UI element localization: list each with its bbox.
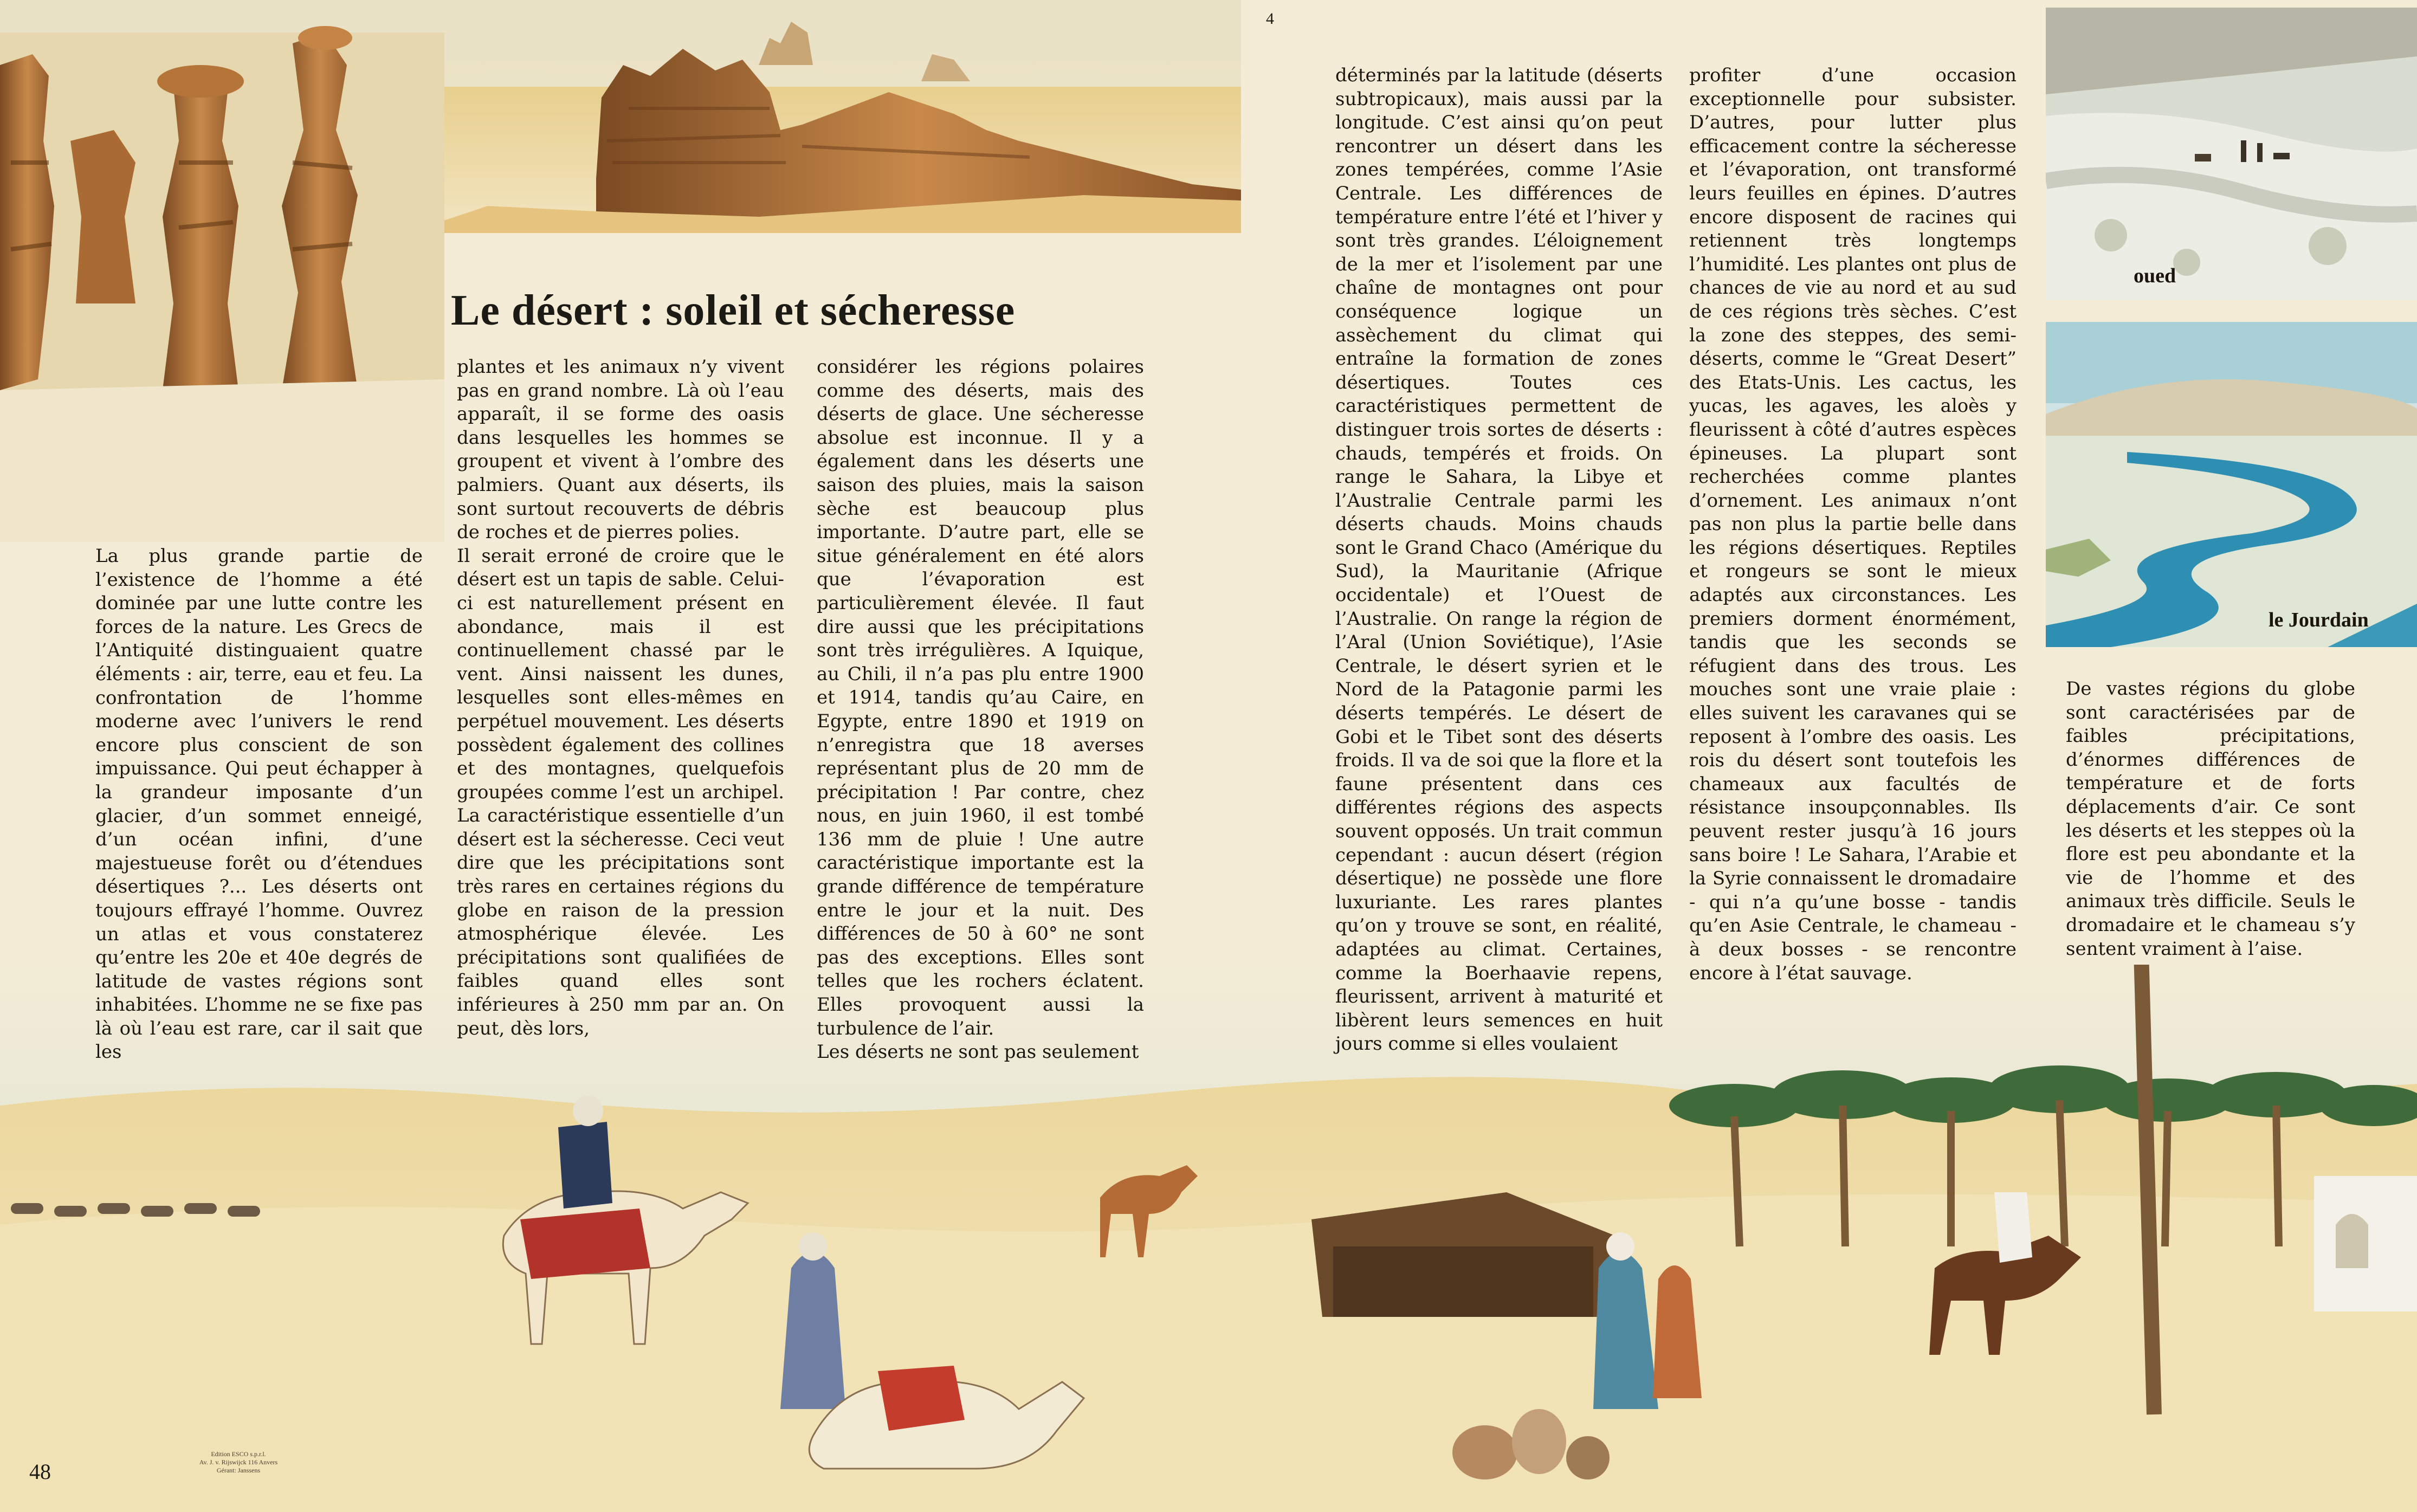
jourdain-illustration [2046,322,2417,647]
credit-line: Av. J. v. Rijswijck 116 Anvers [199,1458,278,1466]
sidebar-summary [2066,677,2355,961]
paragraph: déterminés par la latitude (déserts subtropicaux), mais aussi par la longitude. C’est ainsi qu’on peut rencontrer un désert dans les zones tempérées, comme l’Asie Centrale. Les différences de température entre l’été et l’hiver y sont très grandes. L’éloignement de la mer et l’isolement par une chaîne de montagnes ont pour conséquence logique un assèchement du climat qui entraîne la formation de zones désertiques. Toutes ces caractéristiques permettent de distinguer trois sortes de déserts : chauds, tempérés et froids. On range le Sahara, la Libye et l’Australie Centrale parmi les déserts chauds. Moins chauds sont le Grand Chaco (Amérique du Sud), la Mauritanie (Afrique occidentale) et l’Ouest de l’Australie. On range la région de l’Aral (Union Soviétique), l’Asie Centrale, le désert syrien et le Nord de la Patagonie parmi les déserts tempérés. Le désert de Gobi et le Tibet sont des déserts froids. Il va de soi que la flore et la faune présentent dans ces différentes régions des aspects souvent opposés. Un trait commun cependant : aucun désert (région désertique) ne possède une flore luxuriante. Les rares plantes qu’on y trouve se sont, en réalité, adaptées au climat. Certaines, comme la Boerhaavie repens, fleurissent, arrivent à maturité et libèrent leurs semences en huit jours comme si elles voulaient [1335,64,1663,1055]
text-column-1 [95,545,423,1064]
text-column-2 [457,356,784,1041]
paragraph: Les déserts ne sont pas seulement [817,1041,1139,1063]
oued-illustration [2046,8,2417,300]
text-column-4 [1335,64,1663,1056]
paragraph: La plus grande partie de l’existence de l’homme a été dominée par une lutte contre les forces de la nature. Les Grecs de l’Antiquité distinguaient quatre éléments : air, terre, eau et feu. La confrontation de l’homme moderne avec l’univers le rend encore plus conscient de son impuissance. Qui peut échapper à la grandeur imposante d’un glacier, d’un sommet enneigé, d’un océan infini, d’une majestueuse forêt ou d’étendues désertiques ?... Les déserts ont toujours effrayé l’homme. Ouvrez un atlas et vous constaterez qu’entre les 20e et 40e degrés de latitude de vastes régions sont inhabitées. L’homme ne se fixe pas là où l’eau est rare, car il sait que les [95,545,423,1063]
text-column-3 [817,356,1144,1064]
paragraph: plantes et les animaux n’y vivent pas en grand nombre. Là où l’eau apparaît, il se forme des oasis dans lesquelles les hommes se groupent et vivent à l’ombre des palmiers. Quant aux déserts, ils sont surtout recouverts de débris de roches et de pierres polies. [457,356,784,544]
credit-line: Edition ESCO s.p.r.l. [211,1450,266,1458]
paragraph: Il serait erroné de croire que le désert est un tapis de sable. Celui-ci est naturellement présent en abondance, mais il est continuellement chassé par le vent. Ainsi naissent les dunes, lesquelles sont elles-mêmes en perpétuel mouvement. Les déserts possèdent également des collines et des montagnes, quelquefois groupées comme l’est un archipel. La caractéristique essentielle d’un désert est la sécheresse. Ceci veut dire que les précipitations sont très rares en certaines régions du globe en raison de la pression atmosphérique élevée. Les précipitations sont qualifiées de faibles quand elles sont inférieures à 250 mm par an. On peut, dès lors, [457,545,784,1039]
publisher-credit [163,1450,314,1475]
page-number-right: 4 [1266,10,1274,28]
oued-caption: oued [2134,264,2176,287]
jourdain-caption: le Jourdain [2269,609,2369,631]
paragraph: De vastes régions du globe sont caractérisées par de faibles précipitations, d’énormes différences de température et de forts déplacements d’air. Ce sont les déserts et les steppes où la flore est peu abondante et la vie de l’homme et des animaux très difficile. Seuls le dromadaire et le chameau s’y sentent vraiment à l’aise. [2066,678,2355,960]
paragraph: profiter d’une occasion exceptionnelle pour subsister. D’autres, pour lutter plus efficacement contre la sécheresse et l’évaporation, ont transformé leurs feuilles en épines. D’autres encore disposent de racines qui retiennent très longtemps l’humidité. Les plantes ont plus de chances de vie au nord et au sud de ces régions très sèches. C’est la zone des steppes, des semi-déserts, comme le “Great Desert” des Etats-Unis. Les cactus, les yucas, les agaves, les aloès y fleurissent à côté d’autres espèces épineuses. La plupart sont recherchées comme plantes d’ornement. Les animaux n’ont pas non plus la partie belle dans les régions désertiques. Reptiles et rongeurs se sont le mieux adaptés aux circonstances. Les premiers dorment énormément, tandis que les seconds se réfugient dans des trous. Les mouches sont une vraie plaie : elles suivent les caravanes qui se reposent à l’ombre des oasis. Les rois du désert sont toutefois les chameaux aux facultés de résistance insoupçonnables. Ils peuvent rester jusqu’à 16 jours sans boire ! Le Sahara, l’Arabie et la Syrie connaissent le dromadaire - qui n’a qu’une bosse - tandis qu’en Asie Centrale, le chameau - à deux bosses - se rencontre encore à l’état sauvage. [1689,64,2017,984]
article-title: Le désert : soleil et sécheresse [451,287,1016,334]
page-number-left: 48 [29,1459,51,1484]
paragraph: considérer les régions polaires comme des déserts, mais des déserts de glace. Une sécheresse absolue est inconnue. Il y a également dans les déserts une saison des pluies, mais la saison sèche est beaucoup plus importante. D’autre part, elle se situe généralement en été alors que l’évaporation est particulièrement élevée. Il faut dire aussi que les précipitations sont très irrégulières. A Iquique, au Chili, il n’a pas plu entre 1900 et 1914, tandis qu’au Caire, en Egypte, entre 1890 et 1919 on n’enregistra que 18 averses représentant plus de 20 mm de précipitation ! Par contre, chez nous, en juin 1960, il est tombé 136 mm de pluie ! Une autre caractéristique importante est la grande différence de température entre le jour et la nuit. Des différences de 50 à 60° ne sont pas des exceptions. Elles sont telles que les rochers éclatent. Elles provoquent aussi la turbulence de l’air. [817,356,1144,1039]
text-column-5 [1689,64,2017,985]
credit-line: Gérant: Janssens [216,1466,261,1474]
